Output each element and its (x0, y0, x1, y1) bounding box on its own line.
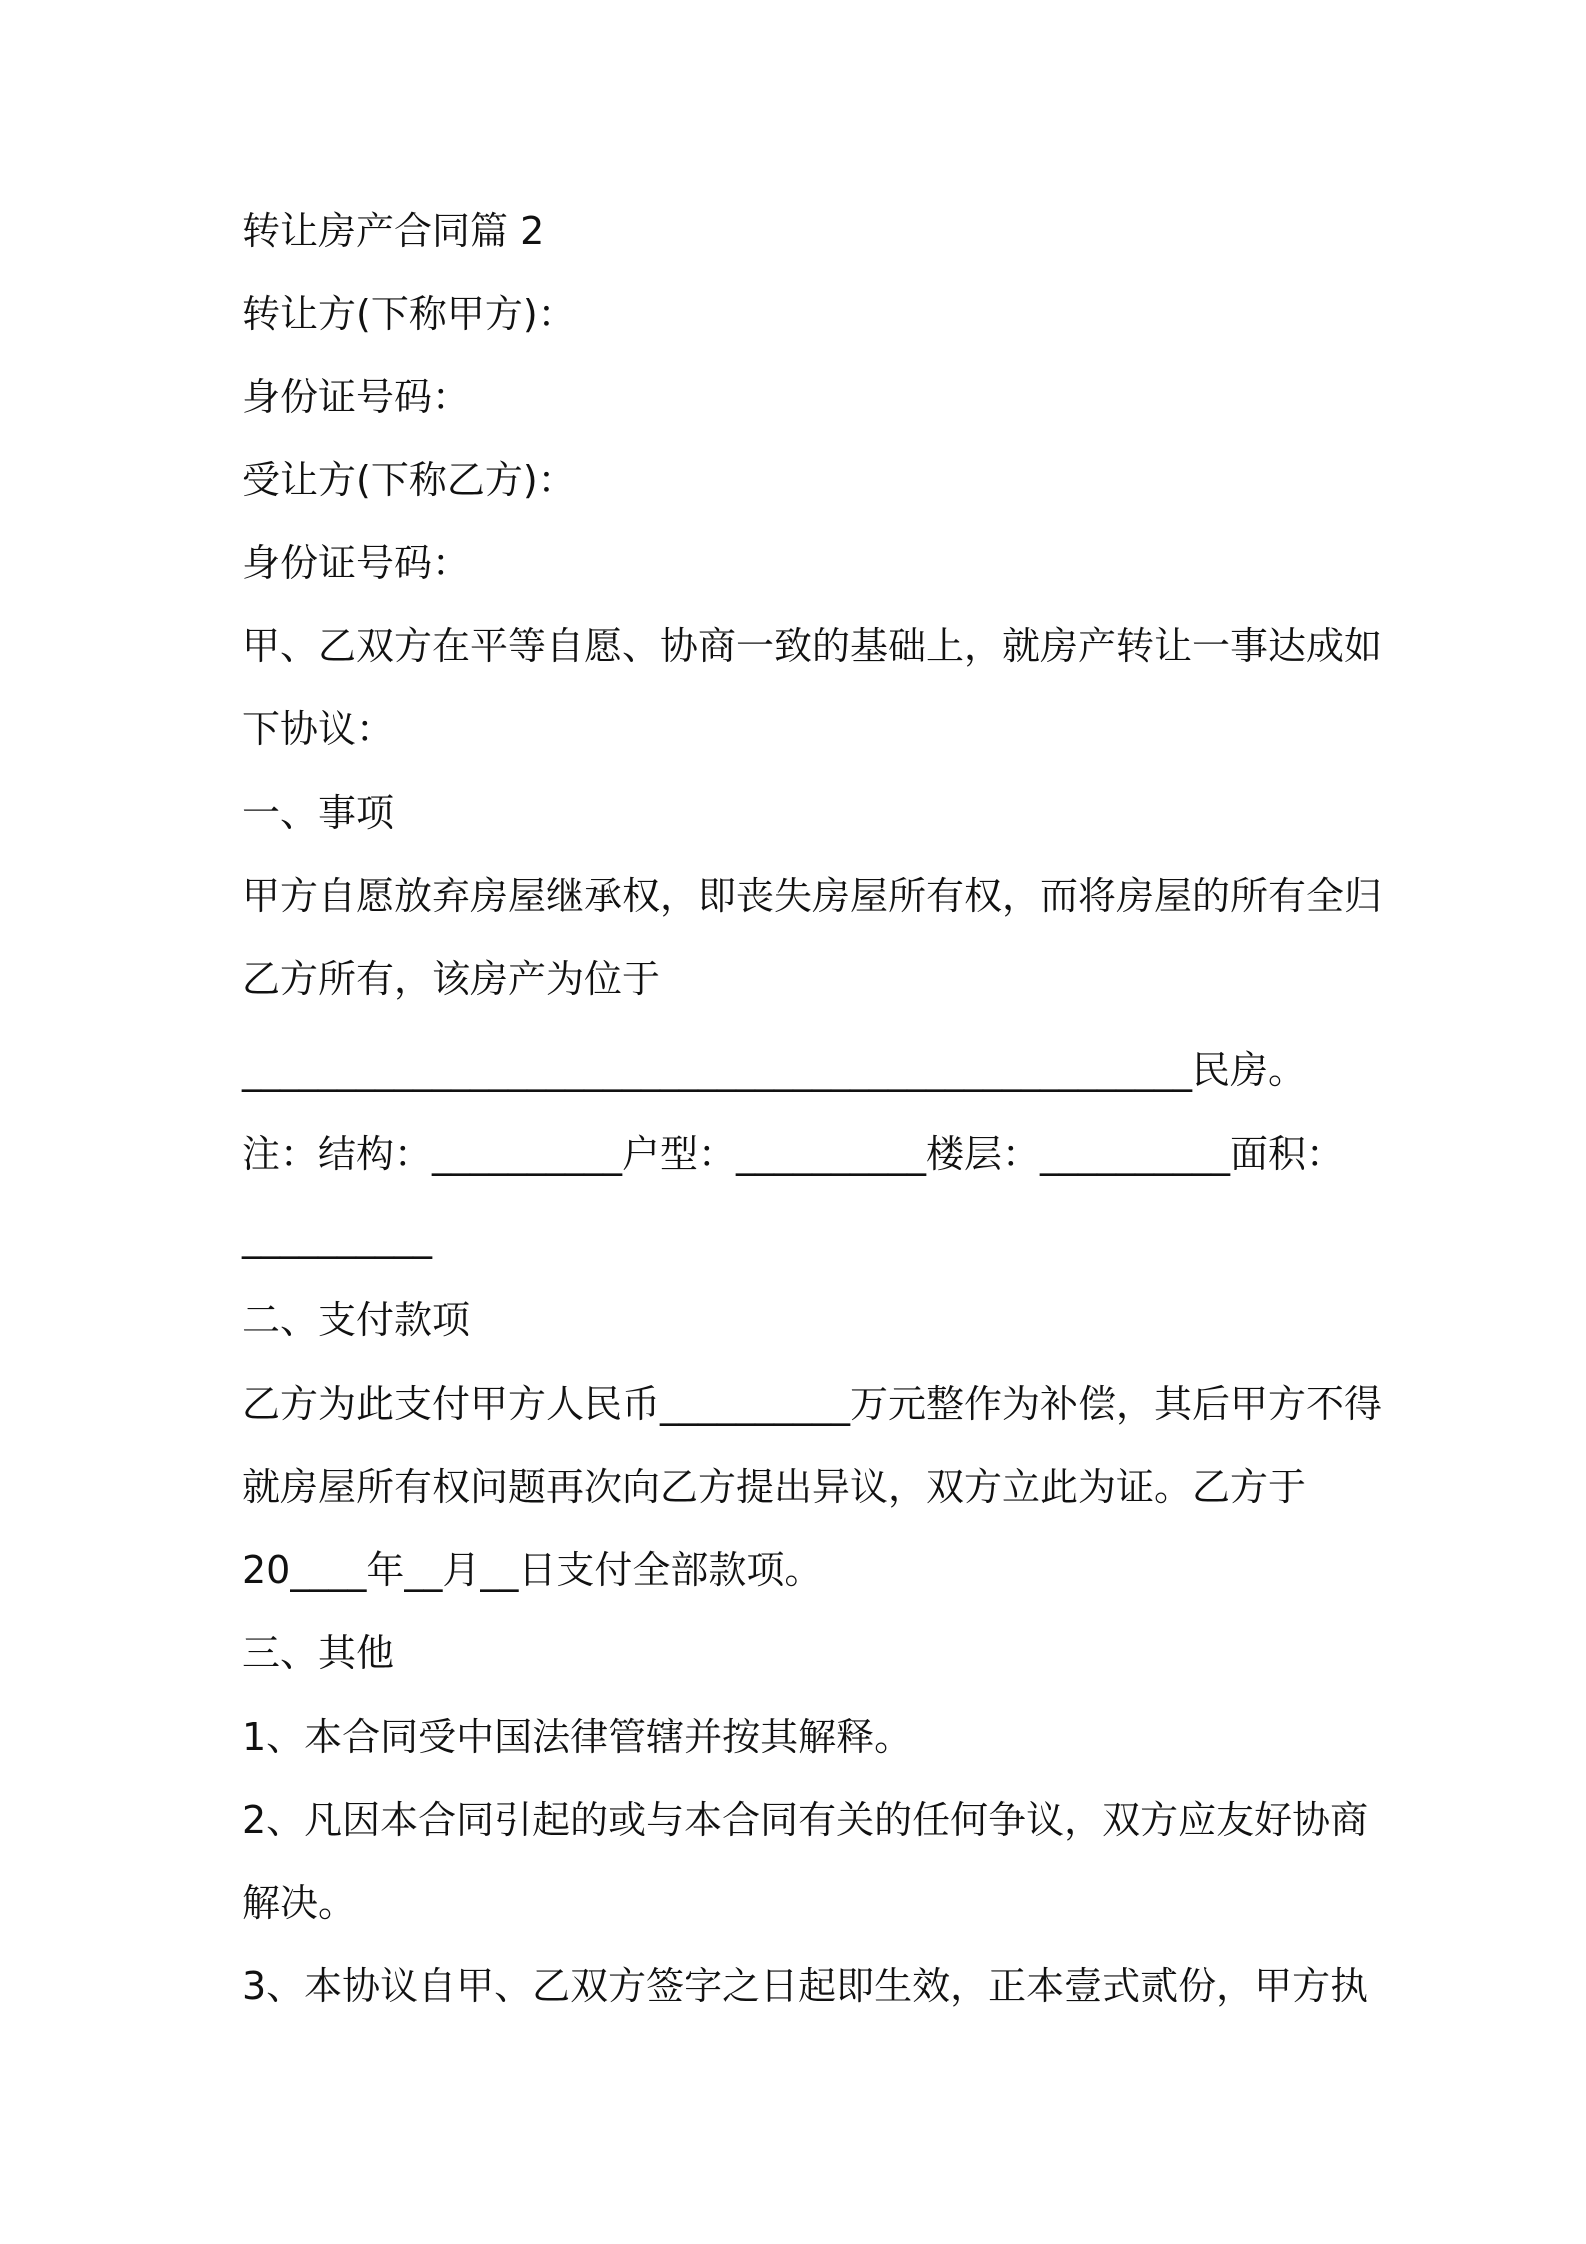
payment-paragraph-line-2: 就房屋所有权问题再次向乙方提出异议，双方立此为证。乙方于 (242, 1465, 1307, 1509)
intro-paragraph-line-2: 下协议： (242, 707, 395, 751)
clause-2-line-1: 2、凡因本合同引起的或与本合同有关的任何争议，双方应友好协商 (242, 1798, 1369, 1842)
payment-paragraph-line-1: 乙方为此支付甲方人民币__________万元整作为补偿，其后甲方不得 (242, 1382, 1383, 1426)
clause-3-line-1: 3、本协议自甲、乙双方签字之日起即生效，正本壹式贰份，甲方执 (242, 1964, 1369, 2008)
intro-paragraph-line-1: 甲、乙双方在平等自愿、协商一致的基础上，就房产转让一事达成如 (242, 624, 1383, 668)
transferee-id-label: 身份证号码： (242, 541, 471, 585)
area-blank: __________ (242, 1215, 432, 1259)
payment-date-line: 20____年__月__日支付全部款项。 (242, 1548, 823, 1592)
document-title: 转让房产合同篇 2 (242, 209, 545, 253)
transferor-label: 转让方(下称甲方)： (242, 292, 576, 336)
matters-paragraph-line-1: 甲方自愿放弃房屋继承权，即丧失房屋所有权，而将房屋的所有全归 (242, 874, 1383, 918)
clause-1: 1、本合同受中国法律管辖并按其解释。 (242, 1715, 913, 1759)
section-heading-other: 三、其他 (242, 1631, 395, 1675)
property-details-line: 注：结构：__________户型：__________楼层：__________面积： (242, 1132, 1345, 1176)
section-heading-matters: 一、事项 (242, 791, 395, 835)
clause-2-line-2: 解决。 (242, 1881, 357, 1925)
section-heading-payment: 二、支付款项 (242, 1298, 471, 1342)
transferor-id-label: 身份证号码： (242, 375, 471, 419)
matters-paragraph-line-2: 乙方所有，该房产为位于 (242, 957, 661, 1001)
transferee-label: 受让方(下称乙方)： (242, 458, 576, 502)
property-location-blank: __________________________________________________民房。 (242, 1048, 1307, 1092)
